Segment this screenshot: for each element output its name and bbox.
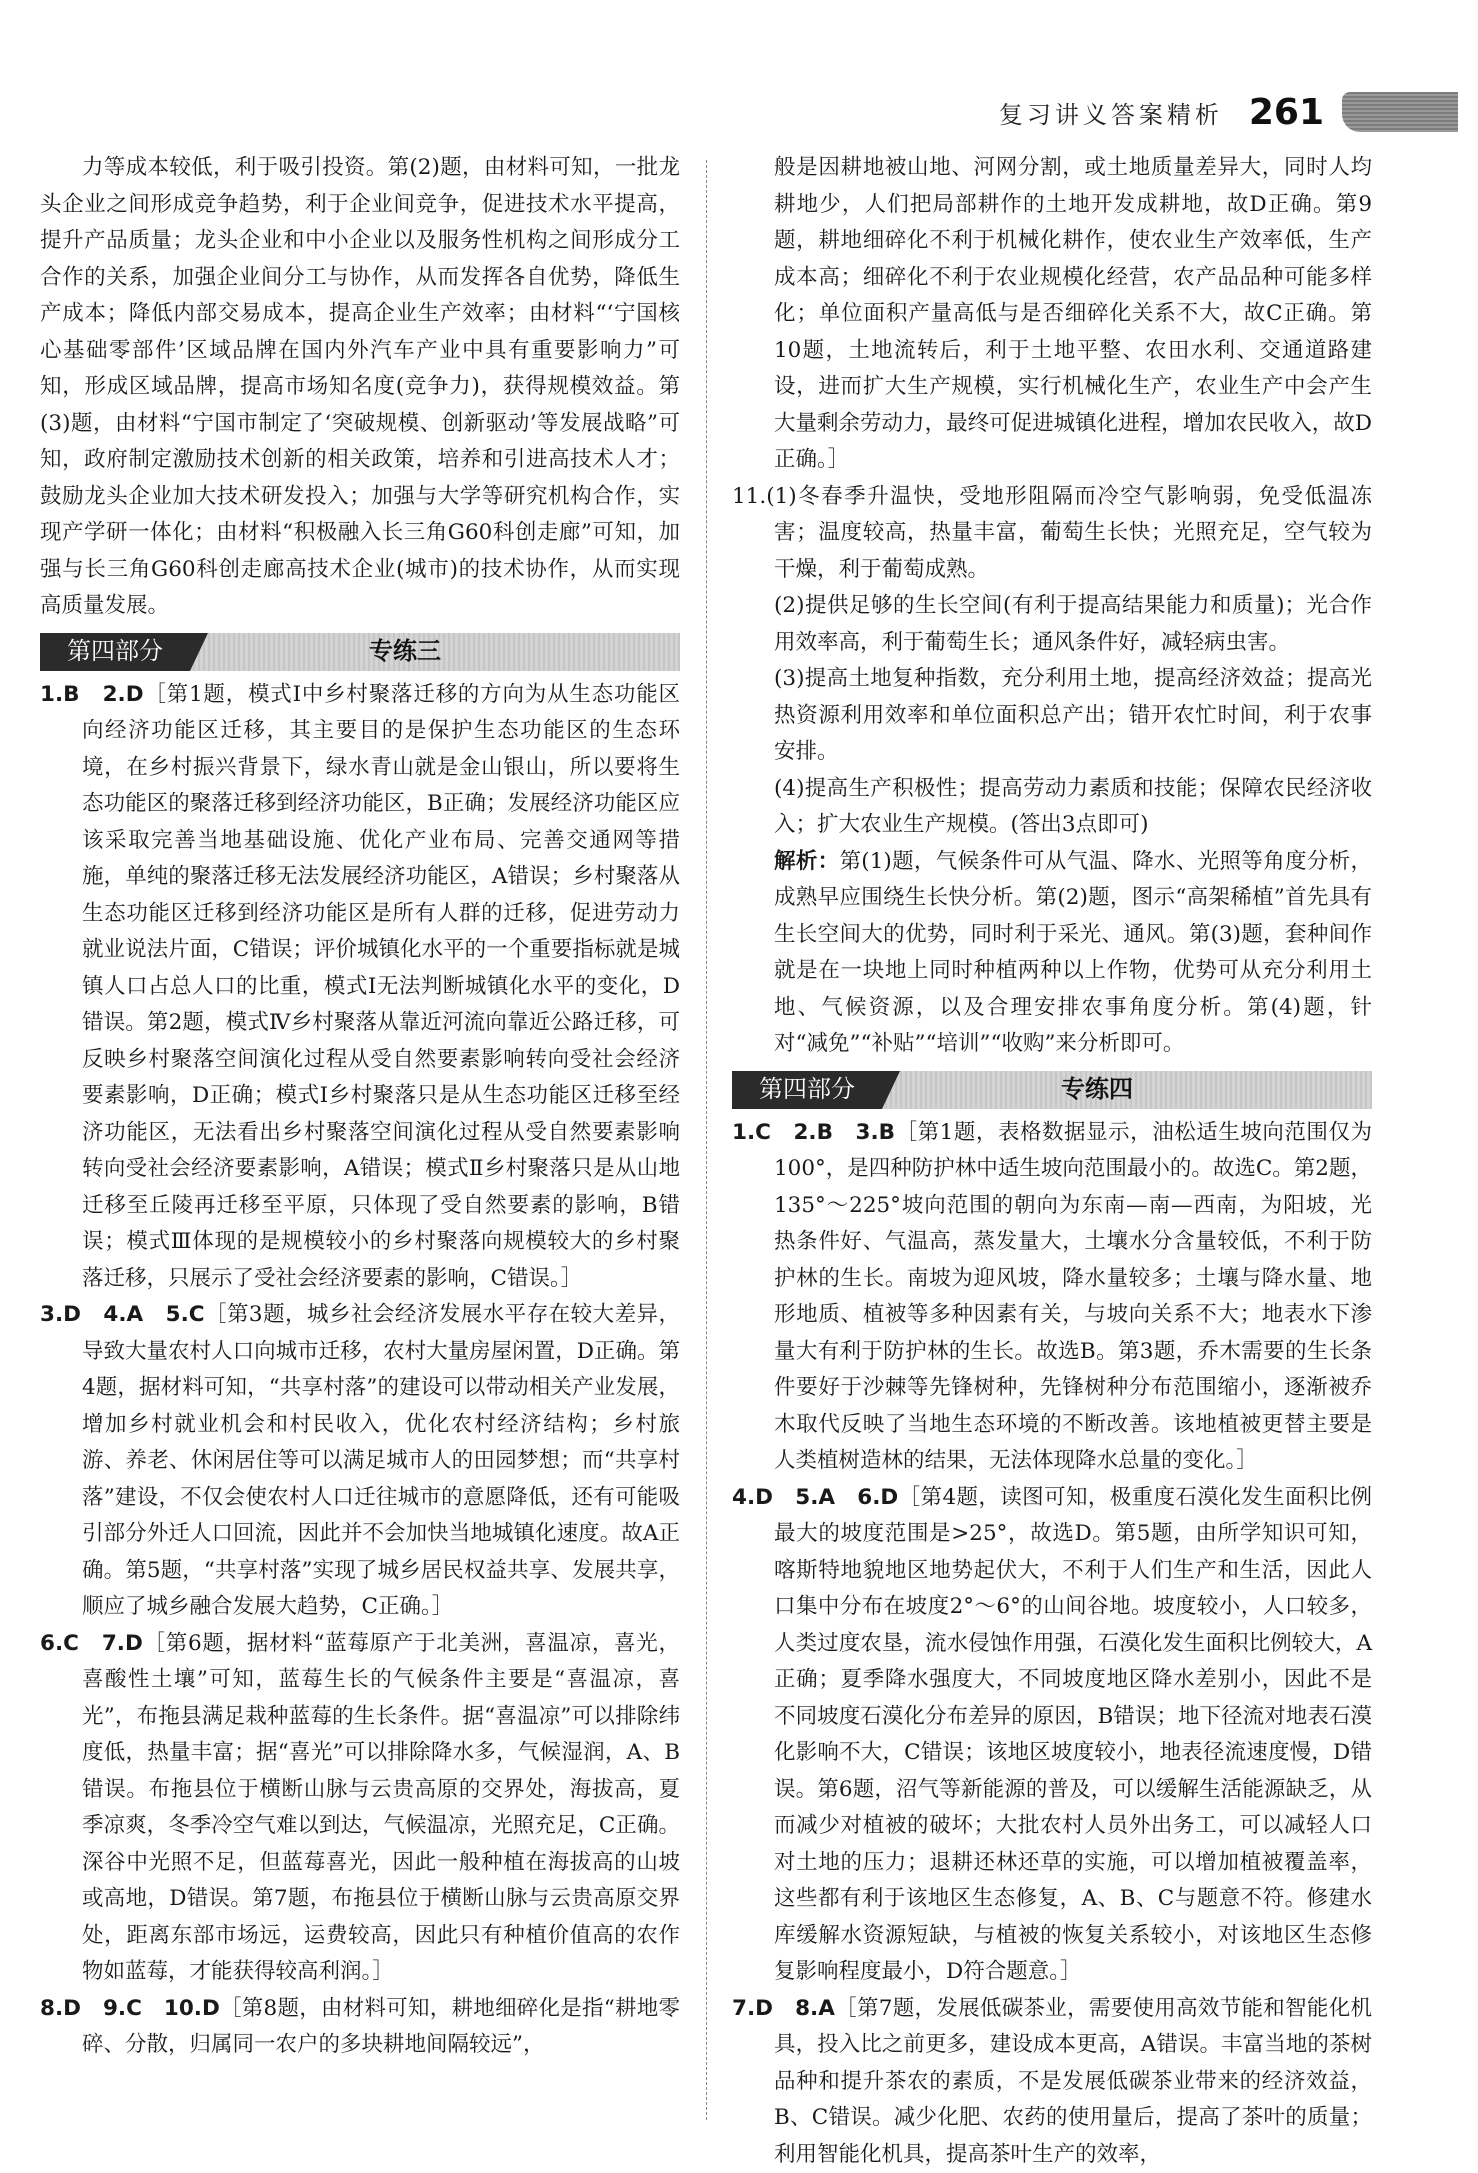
- section-title: 专练三: [190, 633, 680, 671]
- column-divider: [706, 160, 707, 2120]
- answer-item-3-5: [40, 1297, 680, 1626]
- answer-keys: 7.D 8.A: [732, 1996, 835, 2021]
- answer-item-11-part-2: (2)提供足够的生长空间(有利于提高结果能力和质量)；光合作用效率高，利于葡萄生长；通风条件好，减轻病虫害。: [732, 588, 1372, 661]
- continued-paragraph: 力等成本较低，利于吸引投资。第(2)题，由材料可知，一批龙头企业之间形成竞争趋势，利于企业间竞争，促进技术水平提高，提升产品质量；龙头企业和中小企业以及服务性机构之间形成分工合作的关系，加强企业间分工与协作，从而发挥各自优势，降低生产成本；降低内部交易成本，提高企业生产效率；由材料“‘宁国核心基础零部件’区域品牌在国内外汽车产业中具有重要影响力”可知，形成区域品牌，提高市场知名度(竞争力)，获得规模效益。第(3)题，由材料“宁国市制定了‘突破规模、创新驱动’等发展战略”可知，政府制定激励技术创新的相关政策，培养和引进高技术人才；鼓励龙头企业加大技术研发投入；加强与大学等研究机构合作，实现产学研一体化；由材料“积极融入长三角G60科创走廊”可知，加强与长三角G60科创走廊高技术企业(城市)的技术协作，从而实现高质量发展。: [40, 150, 680, 625]
- page-number: 261: [1249, 92, 1324, 133]
- analysis-text: 第(1)题，气候条件可从气温、降水、光照等角度分析，成熟早应围绕生长快分析。第(2)题，图示“高架稀植”首先具有生长空间大的优势，同时利于采光、通风。第(3)题，套种间作就是在一块地上同时种植两种以上作物，优势可从充分利用土地、气候资源，以及合理安排农事角度分析。第(4)题，针对“减免”“补贴”“培训”“收购”来分析即可。: [774, 849, 1372, 1057]
- answer-keys: 6.C 7.D: [40, 1631, 143, 1656]
- answer-keys: 8.D 9.C 10.D: [40, 1996, 220, 2021]
- answer-item-11-part-4: (4)提高生产积极性；提高劳动力素质和技能；保障农民经济收入；扩大农业生产规模。(答出3点即可): [732, 771, 1372, 844]
- answer-explanation: ［第4题，读图可知，极重度石漠化发生面积比例最大的坡度范围是>25°，故选D。第5题，由所学知识可知，喀斯特地貌地区地势起伏大，不利于人们生产和生活，因此人口集中分布在坡度2°～6°的山间谷地。坡度较小，人口较多，人类过度农垦，流水侵蚀作用强，石漠化发生面积比例较大，A正确；夏季降水强度大，不同坡度地区降水差别小，因此不是不同坡度石漠化分布差异的原因，B错误；地下径流对地表石漠化影响不大，C错误；该地区坡度较小，地表径流速度慢，D错误。第6题，沼气等新能源的普及，可以缓解生活能源缺乏，从而减少对植被的破坏；大批农村人员外出务工，可以减轻人口对土地的压力；退耕还林还草的实施，可以增加植被覆盖率，这些都有利于该地区生态修复，A、B、C与题意不符。修建水库缓解水资源短缺，与植被的恢复关系较小，对该地区生态修复影响程度最小，D符合题意。］: [774, 1485, 1372, 1985]
- answer-item-11-part-1: 11.(1)冬春季升温快，受地形阻隔而冷空气影响弱，免受低温冻害；温度较高，热量丰富，葡萄生长快；光照充足，空气较为干燥，利于葡萄成熟。: [732, 479, 1372, 589]
- section-part-label: 第四部分: [732, 1071, 882, 1109]
- answer-explanation: ［第1题，表格数据显示，油松适生坡向范围仅为100°，是四种防护林中适生坡向范围最小的。故选C。第2题，135°～225°坡向范围的朝向为东南—南—西南，为阳坡，光热条件好、气温高，蒸发量大，土壤水分含量较低，不利于防护林的生长。南坡为迎风坡，降水量较多；土壤与降水量、地形地质、植被等多种因素有关，与坡向关系不大；地表水下渗量大有利于防护林的生长。故选B。第3题，乔木需要的生长条件要好于沙棘等先锋树种，先锋树种分布范围缩小，逐渐被乔木取代反映了当地生态环境的不断改善。该地植被更替主要是人类植树造林的结果，无法体现降水总量的变化。］: [774, 1120, 1372, 1474]
- right-column: [732, 150, 1372, 2173]
- answer-explanation: ［第8题，由材料可知，耕地细碎化是指“耕地零碎、分散，归属同一农户的多块耕地间隔较远”，: [82, 1996, 680, 2058]
- answer-item-8-10: [40, 1991, 680, 2064]
- answer-keys: 4.D 5.A 6.D: [732, 1485, 898, 1510]
- answer-keys: 3.D 4.A 5.C: [40, 1302, 205, 1327]
- answer-item-11-part-3: (3)提高土地复种指数，充分利用土地，提高经济效益；提高光热资源利用效率和单位面积总产出；错开农忙时间，利于农事安排。: [732, 661, 1372, 771]
- answer-explanation: ［第3题，城乡社会经济发展水平存在较大差异，导致大量农村人口向城市迁移，农村大量房屋闲置，D正确。第4题，据材料可知，“共享村落”的建设可以带动相关产业发展，增加乡村就业机会和村民收入，优化农村经济结构；乡村旅游、养老、休闲居住等可以满足城市人的田园梦想；而“共享村落”建设，不仅会使农村人口迁往城市的意愿降低，还有可能吸引部分外迁人口回流，因此并不会加快当地城镇化速度。故A正确。第5题，“共享村落”实现了城乡居民权益共享、发展共享，顺应了城乡融合发展大趋势，C正确。］: [82, 1302, 680, 1619]
- answer-explanation: ［第6题，据材料“蓝莓原产于北美洲，喜温凉，喜光，喜酸性土壤”可知，蓝莓生长的气候条件主要是“喜温凉，喜光”，布拖县满足栽种蓝莓的生长条件。据“喜温凉”可以排除纬度低，热量丰富；据“喜光”可以排除降水多，气候湿润，A、B错误。布拖县位于横断山脉与云贵高原的交界处，海拔高，夏季凉爽，冬季冷空气难以到达，气候温凉，光照充足，C正确。深谷中光照不足，但蓝莓喜光，因此一般种植在海拔高的山坡或高地，D错误。第7题，布拖县位于横断山脉与云贵高原交界处，距离东部市场远，运费较高，因此只有种植价值高的农作物如蓝莓，才能获得较高利润。］: [82, 1631, 680, 1985]
- answer-keys: 1.B 2.D: [40, 682, 144, 707]
- header-title: 复习讲义答案精析: [999, 95, 1223, 130]
- left-column: [40, 150, 680, 2064]
- page-header: [999, 88, 1458, 136]
- section-header-drill-3: [40, 633, 680, 671]
- answer-item-6-7: [40, 1626, 680, 1991]
- analysis-label: 解析：: [774, 849, 839, 874]
- answer-item-7-8: [732, 1991, 1372, 2173]
- answer-keys: 1.C 2.B 3.B: [732, 1120, 895, 1145]
- answer-item-1-2: [40, 677, 680, 1298]
- answer-explanation: ［第1题，模式Ⅰ中乡村聚落迁移的方向为从生态功能区向经济功能区迁移，其主要目的是保护生态功能区的生态环境，在乡村振兴背景下，绿水青山就是金山银山，所以要将生态功能区的聚落迁移到经济功能区，B正确；发展经济功能区应该采取完善当地基础设施、优化产业布局、完善交通网等措施，单纯的聚落迁移无法发展经济功能区，A错误；乡村聚落从生态功能区迁移到经济功能区是所有人群的迁移，促进劳动力就业说法片面，C错误；评价城镇化水平的一个重要指标就是城镇人口占总人口的比重，模式Ⅰ无法判断城镇化水平的变化，D错误。第2题，模式Ⅳ乡村聚落从靠近河流向靠近公路迁移，可反映乡村聚落空间演化过程从受自然要素影响转向受社会经济要素影响，D正确；模式Ⅰ乡村聚落只是从生态功能区迁移至经济功能区，无法看出乡村聚落空间演化过程从受自然要素影响转向受社会经济要素影响，A错误；模式Ⅱ乡村聚落只是从山地迁移至丘陵再迁移至平原，只体现了受自然要素的影响，B错误；模式Ⅲ体现的是规模较小的乡村聚落向规模较大的乡村聚落迁移，只展示了受社会经济要素的影响，C错误。］: [82, 682, 680, 1291]
- header-tab-decoration: [1342, 92, 1458, 132]
- section-title: 专练四: [882, 1071, 1372, 1109]
- analysis-paragraph: [732, 844, 1372, 1063]
- answer-item-1-3: [732, 1115, 1372, 1480]
- section-part-label: 第四部分: [40, 633, 190, 671]
- answer-explanation: ［第7题，发展低碳茶业，需要使用高效节能和智能化机具，投入比之前更多，建设成本更高，A错误。丰富当地的茶树品种和提升茶农的素质，不是发展低碳茶业带来的经济效益，B、C错误。减少化肥、农药的使用量后，提高了茶叶的质量；利用智能化机具，提高茶叶生产的效率，: [774, 1996, 1372, 2167]
- section-header-drill-4: [732, 1071, 1372, 1109]
- answer-item-4-6: [732, 1480, 1372, 1991]
- continued-paragraph: 般是因耕地被山地、河网分割，或土地质量差异大，同时人均耕地少，人们把局部耕作的土地开发成耕地，故D正确。第9题，耕地细碎化不利于机械化耕作，使农业生产效率低，生产成本高；细碎化不利于农业规模化经营，农产品品种可能多样化；单位面积产量高低与是否细碎化关系不大，故C正确。第10题，土地流转后，利于土地平整、农田水利、交通道路建设，进而扩大生产规模，实行机械化生产，农业生产中会产生大量剩余劳动力，最终可促进城镇化进程，增加农民收入，故D正确。］: [732, 150, 1372, 479]
